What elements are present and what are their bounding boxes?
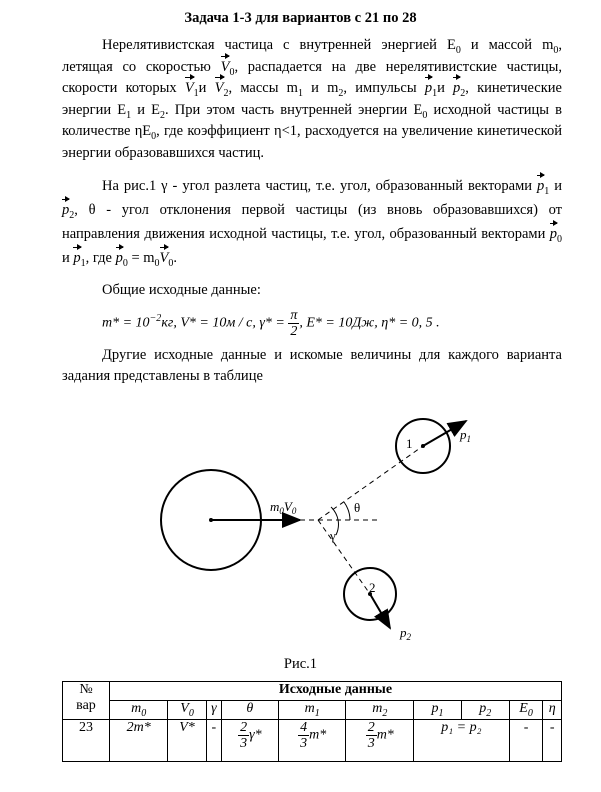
header-group: Исходные данные — [110, 681, 562, 700]
theta-label: θ — [354, 499, 361, 515]
circle-1-label: 1 — [406, 435, 413, 451]
page-title: Задача 1-3 для вариантов с 21 по 28 — [184, 10, 417, 26]
m0v0-label: $m_0V_0$ — [270, 498, 297, 516]
paragraph-angles: На рис.1 γ - угол разлета частиц, т.е. угол, образованный векторами $p_1$ и $p_2$, θ - угол отклонения первой частицы (из вновь образовавшихся) от направления движения исходной частицы, т.е. угол, образованный векторами $p_0$ и $p_1$, где $p_0 = m_0V_0$. — [62, 178, 562, 269]
circle-2-label: 2 — [369, 579, 376, 595]
p2-label: $p_2$ — [400, 624, 411, 642]
table-row: 23 2m* V* - $\frac{2}{3}$ γ* $\frac{4}{3}$ m* $\frac{2}{3}$ m* p₁ = p₂ - - — [63, 719, 562, 761]
header-variant: № вар — [63, 681, 110, 719]
paragraph-common-data: Общие исходные данные: — [102, 282, 261, 298]
formula-common-data: $m* = 10^{-2}кг$, V* = 10м / с, γ* = $\frac{\pi}{2}$ , E* = 10Дж, η* = 0, 5 . — [102, 307, 440, 339]
header-row: $m_0$ $V_0$ γ θ $m_1$ $m_2$ $p_1$ $p_2$ $E_0$ η — [63, 700, 562, 719]
figure-particle-decay — [0, 402, 601, 652]
figure-caption: Рис.1 — [283, 655, 318, 672]
variant-table — [62, 681, 562, 762]
paragraph-table-intro: Другие исходные данные и искомые величины для каждого варианта задания представлены в таблице — [62, 346, 562, 384]
gamma-label: γ — [330, 527, 336, 543]
p2-arrow — [370, 594, 390, 628]
p1-label: $p_1$ — [460, 426, 471, 444]
paragraph-intro: Нерелятивистская частица с внутренней энергией $E_0$ и массой $m_0$, летящая со скоростью $V_0$, распадается на две нерелятивистские частицы, скорости которых $V_1и$ $V_2$, массы $m_1$ и $m_2$, импульсы $p_1и$ $p_2$, кинетические энергии $E_1$ и $E_2$. При этом часть внутренней энергии $E_0$ исходной частицы в количестве $\eta E_0$, где коэффициент η<1, расходуется на увеличение кинетической энергии образовавшихся частиц. — [62, 37, 563, 161]
